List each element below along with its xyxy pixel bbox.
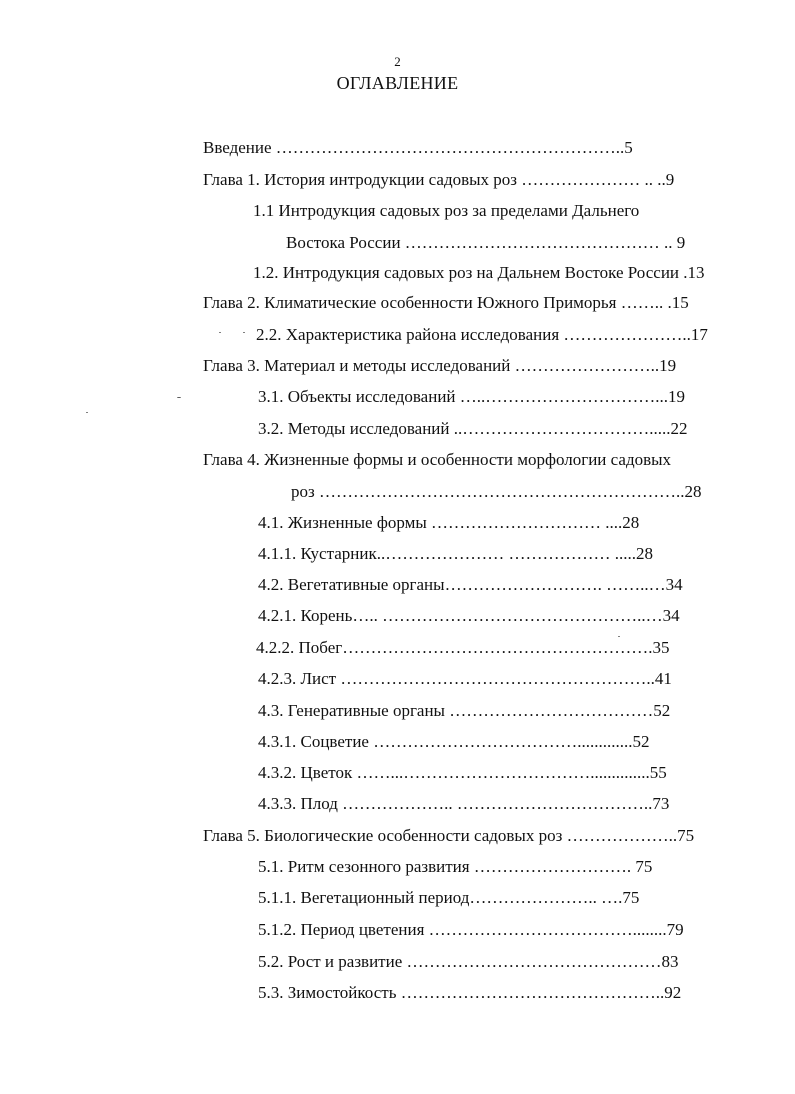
toc-entry: Востока России ……………………………………… .. 9 <box>286 233 686 252</box>
scan-speck <box>243 332 245 333</box>
toc-entry: 4.3.3. Плод ……………….. ……………………………..73 <box>258 794 670 813</box>
scan-speck <box>219 332 221 333</box>
toc-entry: 4.2.1. Корень….. ………………………………………..…34 <box>258 606 680 625</box>
toc-entry: 4.3.2. Цветок ……...……………………………..............55 <box>258 763 667 782</box>
toc-entry: 5.3. Зимостойкость ………………………………………..92 <box>258 983 682 1002</box>
scan-speck <box>618 636 620 637</box>
toc-entry: Глава 1. История интродукции садовых роз ………………… .. ..9 <box>203 170 675 189</box>
toc-entry: 4.2.3. Лист ………………………………………………..41 <box>258 669 672 688</box>
toc-entry: 4.1. Жизненные формы ………………………… ....28 <box>258 513 640 532</box>
toc-entry: 5.1.2. Период цветения ………………………………........79 <box>258 920 684 939</box>
scan-speck <box>177 397 181 398</box>
toc-entry: Введение ……………………………………………………..5 <box>203 138 633 157</box>
toc-entry: Глава 4. Жизненные формы и особенности морфологии садовых <box>203 450 672 469</box>
toc-entry: 5.1.1. Вегетационный период………………….. ….75 <box>258 888 640 907</box>
toc-entry: 5.2. Рост и развитие ………………………………………83 <box>258 952 679 971</box>
toc-entry: Глава 5. Биологические особенности садовых роз ………………..75 <box>203 826 695 845</box>
toc-entry: 4.3.1. Соцветие ……………………………….............52 <box>258 732 650 751</box>
toc-entry: 2.2. Характеристика района исследования …………………..17 <box>256 325 708 344</box>
toc-entry: Глава 3. Материал и методы исследований ……………………..19 <box>203 356 677 375</box>
toc-entry: 3.2. Методы исследований ..…………………………….....22 <box>258 419 688 438</box>
toc-entry: 3.1. Объекты исследований …..…………………………...19 <box>258 387 686 406</box>
page-title: ОГЛАВЛЕНИЕ <box>336 73 459 93</box>
toc-entry: 1.1 Интродукция садовых роз за пределами Дальнего <box>253 201 640 220</box>
page-number: 2 <box>394 54 401 69</box>
toc-entry: роз ………………………………………………………..28 <box>291 482 702 501</box>
toc-entry: 4.2. Вегетативные органы………………………. ……..…34 <box>258 575 683 594</box>
scan-speck <box>86 412 88 413</box>
toc-entry: 4.3. Генеративные органы ………………………………52 <box>258 701 671 720</box>
toc-entry: Глава 2. Климатические особенности Южного Приморья …….. .15 <box>203 293 689 312</box>
toc-entry: 5.1. Ритм сезонного развития ………………………. 75 <box>258 857 653 876</box>
toc-entry: 4.2.2. Побег……………………………………………….35 <box>256 638 670 657</box>
toc-entry: 1.2. Интродукция садовых роз на Дальнем Востоке России .13 <box>253 263 705 282</box>
toc-entry: 4.1.1. Кустарник..………………… ……………… .....28 <box>258 544 653 563</box>
